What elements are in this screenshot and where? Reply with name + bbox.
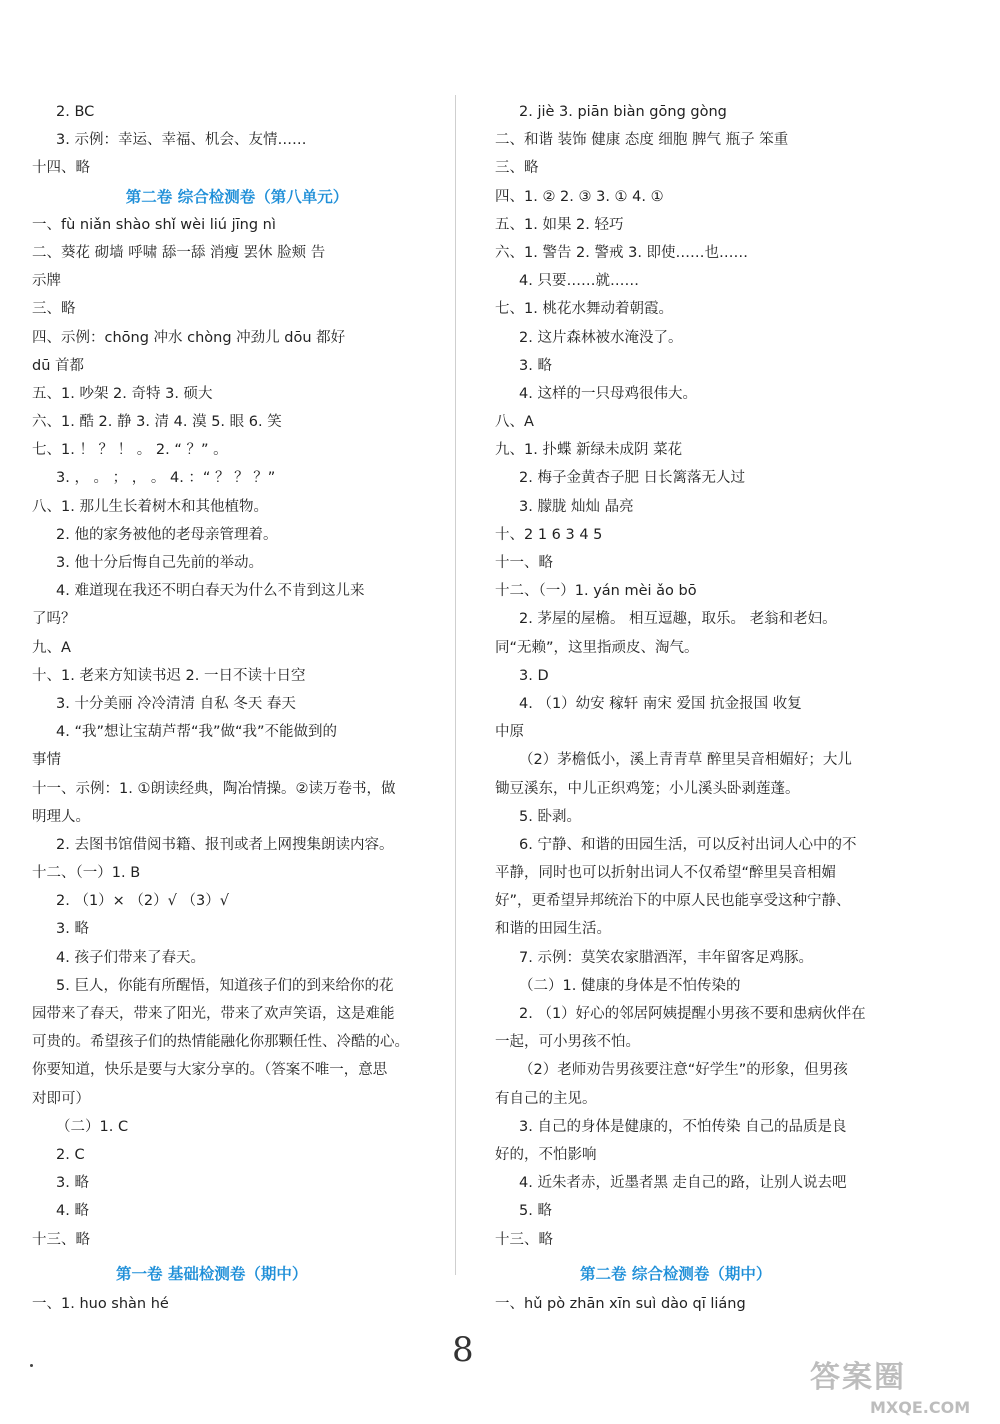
answer-line: 对即可）: [32, 1090, 90, 1107]
answer-line: 3. 略: [56, 1175, 89, 1192]
answer-line: 2. BC: [56, 104, 95, 120]
answer-line: 3. 自己的身体是健康的，不怕传染 自己的品质是良: [519, 1118, 847, 1135]
answer-line: 锄豆溪东，中儿正织鸡笼；小儿溪头卧剥莲蓬。: [495, 780, 800, 797]
answer-line: 2. jiè 3. piān biàn gōng gòng: [519, 104, 727, 120]
answer-line: 七、1. ！ ？ ！ 。 2. “ ？” 。: [32, 442, 228, 459]
answer-line: 4. 这样的一只母鸡很伟大。: [519, 385, 697, 402]
answer-line: 十、1. 老来方知读书迟 2. 一日不读十日空: [32, 667, 306, 684]
answer-line: 2. 去图书馆借阅书籍、报刊或者上网搜集朗读内容。: [56, 836, 394, 853]
answer-line: 3. 示例：幸运、幸福、机会、友情……: [56, 132, 307, 149]
column-divider: [455, 95, 456, 1275]
answer-line: 3. D: [519, 667, 549, 684]
answer-line: 好的，不怕影响: [495, 1146, 597, 1163]
answer-line: 十二、（一）1. B: [32, 865, 141, 882]
answer-line: 2. （1）× （2）√ （3）√: [56, 893, 229, 910]
answer-line: 了吗？: [32, 611, 76, 628]
answer-line: 五、1. 吵架 2. 奇特 3. 硕大: [32, 385, 213, 402]
margin-dot: [30, 1364, 33, 1367]
watermark-logo: [810, 1352, 990, 1420]
answer-line: 7. 示例：莫笑农家腊酒浑，丰年留客足鸡豚。: [519, 949, 813, 966]
answer-line: 2. 这片森林被水淹没了。: [519, 329, 683, 346]
answer-line: 八、A: [495, 414, 534, 431]
answer-line: 3. 略: [519, 357, 552, 374]
answer-line: 4. 难道现在我还不明白春天为什么不肯到这儿来: [56, 583, 365, 600]
answer-line: 3. 他十分后悔自己先前的举动。: [56, 555, 263, 571]
answer-line: （二）1. C: [56, 1118, 129, 1135]
answer-line: 2. 他的家务被他的老母亲管理着。: [56, 526, 278, 543]
answer-line: 一、hǔ pò zhān xīn suì dào qī liáng: [495, 1296, 746, 1312]
section-heading: 第二卷 综合检测卷（第八单元）: [125, 187, 349, 206]
answer-line: 园带来了春天，带来了阳光，带来了欢声笑语，这是难能: [32, 1006, 395, 1022]
answer-line: 6. 宁静、和谐的田园生活，可以反衬出词人心中的不: [519, 836, 857, 853]
answer-line: 3. 朦胧 灿灿 晶亮: [519, 498, 634, 515]
answer-line: 十三、略: [32, 1231, 90, 1248]
answer-line: 2. （1）好心的邻居阿姨提醒小男孩不要和患病伙伴在: [519, 1006, 866, 1022]
answer-line: 七、1. 桃花水舞动着朝霞。: [495, 301, 673, 318]
answer-line: 四、示例：chōng 冲水 chòng 冲劲儿 dōu 都好: [32, 329, 346, 346]
answer-line: 3. 十分美丽 冷冷清清 自私 冬天 春天: [56, 695, 296, 712]
answer-line: 2. 茅屋的屋檐。 相互逗趣，取乐。 老翁和老妇。: [519, 611, 837, 628]
answer-line: 平静，同时也可以折射出词人不仅希望“醉里吴音相媚: [495, 865, 837, 882]
answer-line: 3. ， 。 ； ， 。 4. ：“ ？ ？ ？”: [56, 470, 276, 487]
left-column: [32, 98, 442, 1254]
answer-line: 五、1. 如果 2. 轻巧: [495, 216, 624, 233]
answer-line: 六、1. 警告 2. 警戒 3. 即使……也……: [495, 244, 749, 261]
answer-line: 4. 孩子们带来了春天。: [56, 949, 205, 966]
answer-line: 一、fù niǎn shào shǐ wèi liú jīng nì: [32, 216, 276, 233]
answer-line: 中原: [495, 724, 524, 741]
answer-line: 十二、（一）1. yán mèi ǎo bō: [495, 583, 697, 600]
answer-line: 示牌: [32, 273, 61, 290]
answer-line: 4. 近朱者赤，近墨者黑 走自己的路，让别人说去吧: [519, 1175, 847, 1192]
answer-line: （2）茅檐低小，溪上青青草 醉里吴音相媚好；大儿: [519, 752, 852, 769]
answer-line: 4. 只要……就……: [519, 273, 639, 290]
page-number: 8: [452, 1330, 474, 1370]
watermark-url: MXQE.COM: [870, 1398, 971, 1417]
answer-line: 十四、略: [32, 160, 90, 177]
answer-line: 可贵的。希望孩子们的热情能融化你那颗任性、冷酷的心。: [32, 1034, 409, 1051]
section-heading-midterm-comprehensive: 第二卷 综合检测卷（期中）: [580, 1265, 772, 1283]
answer-line: 和谐的田园生活。: [495, 921, 611, 938]
answer-line: 九、1. 扑蝶 新绿未成阴 菜花: [495, 442, 683, 459]
answer-line: 有自己的主见。: [495, 1090, 597, 1107]
answer-line: 一起，可小男孩不怕。: [495, 1034, 640, 1051]
answer-line: 八、1. 那儿生长着树木和其他植物。: [32, 498, 268, 515]
right-column: [495, 98, 910, 1254]
answer-line: 六、1. 酷 2. 静 3. 清 4. 漠 5. 眼 6. 笑: [32, 414, 282, 431]
answer-line: 你要知道，快乐是要与大家分享的。（答案不唯一，意思: [32, 1062, 388, 1079]
answer-line: 4. 略: [56, 1203, 89, 1220]
answer-line: 三、略: [495, 160, 539, 177]
answer-line: 3. 略: [56, 921, 89, 938]
answer-line: 三、略: [32, 301, 76, 318]
answer-line: （2）老师劝告男孩要注意“好学生”的形象，但男孩: [519, 1062, 848, 1079]
answer-line: 二、和谐 装饰 健康 态度 细胞 脾气 瓶子 笨重: [495, 132, 789, 149]
section-heading-midterm-basic: 第一卷 基础检测卷（期中）: [116, 1265, 308, 1283]
answer-line: 4. “我”想让宝葫芦帮“我”做“我”不能做到的: [56, 724, 338, 741]
answer-line: 事情: [32, 752, 61, 769]
answer-line: 好”，更希望异邦统治下的中原人民也能享受这种宁静、: [495, 893, 851, 910]
answer-line: 4. （1）幼安 稼轩 南宋 爱国 抗金报国 收复: [519, 695, 802, 712]
answer-line: 2. 梅子金黄杏子肥 日长篱落无人过: [519, 470, 746, 487]
answer-line: （二）1. 健康的身体是不怕传染的: [519, 977, 741, 994]
answer-line: 十一、示例：1. ①朗读经典，陶冶情操。②读万卷书，做: [32, 780, 396, 797]
answer-line: 5. 略: [519, 1203, 552, 1220]
watermark-title: 答案圈: [810, 1360, 906, 1395]
answer-line: 5. 卧剥。: [519, 808, 581, 825]
answer-line: 九、A: [32, 639, 71, 656]
answer-line: 同“无赖”，这里指顽皮、淘气。: [495, 639, 699, 656]
answer-line: 十一、略: [495, 555, 553, 571]
answer-line: 四、1. ② 2. ③ 3. ① 4. ①: [495, 188, 664, 205]
answer-line: 一、1. huo shàn hé: [32, 1296, 169, 1312]
answer-line: 二、葵花 砌墙 呼啸 舔一舔 消瘦 罢休 脸颊 告: [32, 244, 326, 261]
answer-line: 2. C: [56, 1146, 85, 1163]
answer-line: dū 首都: [32, 357, 85, 374]
answer-line: 十、2 1 6 3 4 5: [495, 526, 603, 543]
answer-line: 明理人。: [32, 808, 90, 825]
answer-line: 5. 巨人，你能有所醒悟，知道孩子们的到来给你的花: [56, 977, 394, 994]
answer-line: 十三、略: [495, 1231, 553, 1248]
